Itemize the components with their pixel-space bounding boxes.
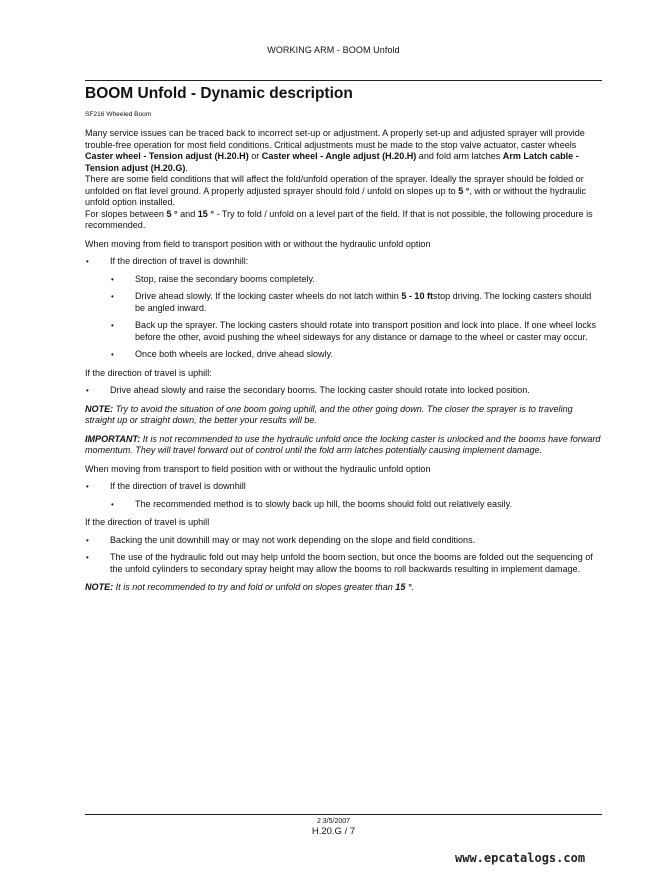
important-text: It is not recommended to use the hydraulic unfold once the locking caster is unlocked and the booms have forward momentum. They will travel forward out of control until the fold arm latches potentially causing implement damage. [85,433,601,455]
list-item-text: Backing the unit downhill may or may not work depending on the slope and field conditions. [110,534,476,545]
intro-paragraph [85,128,602,232]
important-label: IMPORTANT: [85,433,141,444]
slope-value: 15 ° [395,582,412,592]
note-label: NOTE: [85,582,114,592]
intro-text: and [177,208,198,219]
bullet: • [86,257,89,266]
list-item-text: Stop, raise the secondary booms completely. [135,273,315,284]
bullet: • [111,499,114,509]
list-item-text: Once both wheels are locked, drive ahead slowly. [135,349,333,359]
intro-text: Many service issues can be traced back to incorrect set-up or adjustment. A properly set-up and adjusted sprayer will provide trouble-free operation for most field conditions. Critical adjustments must be made to the stop valve actuator, caster wheels [85,128,585,150]
list-item [85,535,602,547]
distance-value: 5 - 10 ft [401,291,434,301]
bullet: • [111,274,114,284]
intro-text: , with or without the hydraulic unfold option installed. [85,185,587,207]
list-item [85,481,602,493]
footer-date: 2 3/5/2007 [316,818,351,825]
reference-caster-tension: Caster wheel - Tension adjust (H.20.H) [85,151,249,161]
section-heading: When moving from field to transport position with or without the hydraulic unfold option [85,238,431,249]
bullet: • [86,553,89,562]
page-title: BOOM Unfold - Dynamic description [85,85,353,102]
reference-caster-angle: Caster wheel - Angle adjust (H.20.H) [261,151,417,161]
bullet: • [111,321,114,330]
list-item-text: stop driving. The locking casters should be angled inward. [135,291,592,313]
list-item-text: The use of the hydraulic fold out may help unfold the boom section, but once the booms are folded out the sequencing of the unfold cylinders to secondary spray height may allow the booms to roll backwards resulting in implement damage. [110,552,593,574]
bullet: • [111,350,114,359]
intro-text: or [248,151,262,161]
section-heading: When moving from transport to field position with or without the hydraulic unfold option [85,463,431,474]
list-item-text: Drive ahead slowly. If the locking caster wheels do not latch within [135,291,402,301]
slope-value: 15 ° [197,208,214,219]
list-item-text: If the direction of travel is downhill: [110,256,249,266]
section-subheading: If the direction of travel is uphill: [85,367,212,378]
intro-text: . [185,162,188,173]
list-item [85,499,602,511]
list-item-text: Back up the sprayer. The locking casters should rotate into transport position and lock into place. If one wheel locks before the other, avoid pushing the wheel sideways for any distance or damage to the wheel or caster may occur. [135,320,596,342]
bullet: • [86,482,89,491]
note-text: It is not recommended to try and fold or unfold on slopes greater than [113,582,396,592]
list-item [85,274,602,286]
page-subtitle: SF216 Wheeled Boom [85,111,152,118]
footer-divider [85,814,602,815]
intro-text: There are some field conditions that will affect the fold/unfold operation of the sprayer. Ideally the sprayer should be folded or unfolded on flat level ground. A properly adjusted sprayer should fold / unfold on slopes up to [85,174,584,196]
list-item [85,320,602,343]
intro-text: For slopes between [85,208,167,219]
section-subheading: If the direction of travel is uphill [85,517,210,527]
footer-page-number: H.20.G / 7 [311,826,356,837]
slope-value: 5 ° [166,208,178,219]
list-item [85,291,602,314]
list-item [85,385,602,397]
note-label: NOTE: [85,403,114,414]
intro-text: and fold arm latches [416,151,503,161]
list-item [85,256,602,268]
bullet: • [111,292,114,301]
note-paragraph [85,582,602,594]
watermark: www.epcatalogs.com [455,851,586,865]
running-header: WORKING ARM - BOOM Unfold [267,45,400,55]
reference-latch-cable: Arm Latch cable - Tension adjust (H.20.G) [85,151,579,173]
important-paragraph [85,434,602,457]
list-item-text: If the direction of travel is downhill [110,481,246,491]
bullet: • [86,535,89,545]
note-text: . [411,582,414,592]
list-item-text: The recommended method is to slowly back up hill, the booms should fold out relatively easily. [135,498,512,509]
list-item [85,349,602,361]
slope-value: 5 ° [458,185,470,196]
header-divider [85,80,602,81]
intro-text: - Try to fold / unfold on a level part of the field. If that is not possible, the following procedure is recommended. [85,208,593,230]
list-item-text: Drive ahead slowly and raise the secondary booms. The locking caster should rotate into locked position. [110,385,530,395]
note-paragraph [85,404,602,427]
bullet: • [86,386,89,395]
list-item [85,552,602,575]
document-body [85,128,602,594]
note-text: Try to avoid the situation of one boom going uphill, and the other going down. The closer the sprayer is to traveling straight up or straight down, the better your results will be. [85,403,573,425]
